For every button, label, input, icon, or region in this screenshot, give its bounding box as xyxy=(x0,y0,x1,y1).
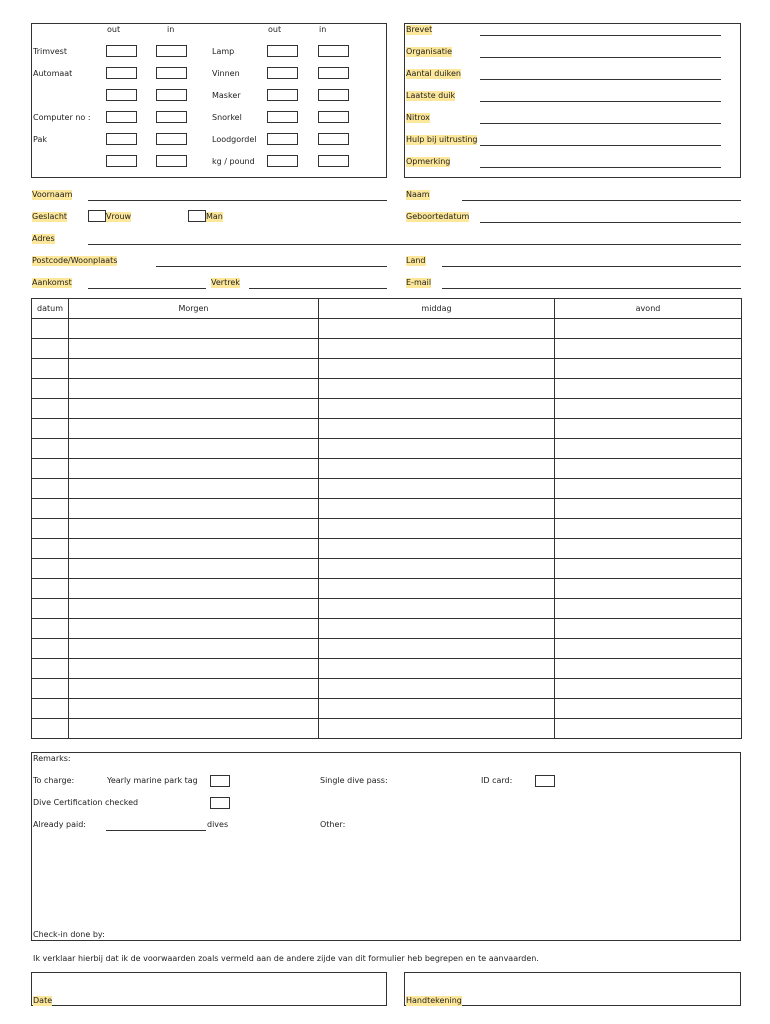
date-box[interactable] xyxy=(31,972,387,1006)
geboortedatum-field[interactable] xyxy=(480,212,741,223)
label-check-in: Check-in done by: xyxy=(33,930,105,939)
vertrek-field[interactable] xyxy=(249,278,387,289)
table-body xyxy=(32,319,742,739)
label-marine-park-tag: Yearly marine park tag xyxy=(107,776,198,785)
remarks-title: Remarks: xyxy=(33,754,71,763)
checkbox-kg-out[interactable] xyxy=(267,155,298,167)
label-man: Man xyxy=(206,212,223,221)
checkbox-id-card[interactable] xyxy=(535,775,555,787)
checkbox-automaat-out[interactable] xyxy=(106,67,137,79)
cell-datum[interactable] xyxy=(32,499,69,519)
checkbox-dive-certification[interactable] xyxy=(210,797,230,809)
cell-avond[interactable] xyxy=(555,379,742,399)
cell-datum[interactable] xyxy=(32,399,69,419)
cell-middag[interactable] xyxy=(319,339,555,359)
table-row xyxy=(32,399,742,419)
cell-middag[interactable] xyxy=(319,639,555,659)
cell-avond[interactable] xyxy=(555,579,742,599)
cell-datum[interactable] xyxy=(32,519,69,539)
cell-datum[interactable] xyxy=(32,539,69,559)
label-signature: Handtekening xyxy=(406,996,462,1005)
cell-avond[interactable] xyxy=(555,519,742,539)
cell-middag[interactable] xyxy=(319,679,555,699)
cell-morgen[interactable] xyxy=(69,479,319,499)
cell-morgen[interactable] xyxy=(69,599,319,619)
checkbox-pak-out[interactable] xyxy=(106,133,137,145)
header-avond: avond xyxy=(555,299,742,319)
nitrox-field[interactable] xyxy=(480,113,721,124)
label-organisatie: Organisatie xyxy=(406,47,453,56)
brevet-field[interactable] xyxy=(480,25,721,36)
cell-morgen[interactable] xyxy=(69,559,319,579)
table-row xyxy=(32,479,742,499)
cell-morgen[interactable] xyxy=(69,499,319,519)
cell-middag[interactable] xyxy=(319,599,555,619)
item-computer: Computer no : xyxy=(33,113,91,122)
label-other: Other: xyxy=(320,820,346,829)
dive-log-table xyxy=(31,298,742,739)
label-nitrox: Nitrox xyxy=(406,113,430,122)
cell-morgen[interactable] xyxy=(69,679,319,699)
cell-morgen[interactable] xyxy=(69,519,319,539)
checkbox-computer-out[interactable] xyxy=(106,111,137,123)
table-row xyxy=(32,539,742,559)
cell-middag[interactable] xyxy=(319,559,555,579)
cell-datum[interactable] xyxy=(32,579,69,599)
cell-datum[interactable] xyxy=(32,459,69,479)
cell-datum[interactable] xyxy=(32,619,69,639)
cell-datum[interactable] xyxy=(32,699,69,719)
cell-middag[interactable] xyxy=(319,499,555,519)
aankomst-field[interactable] xyxy=(88,278,206,289)
cell-datum[interactable] xyxy=(32,559,69,579)
cell-avond[interactable] xyxy=(555,359,742,379)
cell-middag[interactable] xyxy=(319,519,555,539)
opmerking-field[interactable] xyxy=(480,157,721,168)
col-out-left: out xyxy=(107,25,121,34)
label-aantal-duiken: Aantal duiken xyxy=(406,69,461,78)
cell-middag[interactable] xyxy=(319,619,555,639)
label-laatste-duik: Laatste duik xyxy=(406,91,456,100)
label-already-paid: Already paid: xyxy=(33,820,86,829)
table-row xyxy=(32,379,742,399)
label-single-dive-pass: Single dive pass: xyxy=(320,776,388,785)
cell-avond[interactable] xyxy=(555,619,742,639)
checkbox-lamp-out[interactable] xyxy=(267,45,298,57)
cell-datum[interactable] xyxy=(32,379,69,399)
table-header-row xyxy=(32,299,742,319)
checkbox-trimvest-out[interactable] xyxy=(106,45,137,57)
label-geslacht: Geslacht xyxy=(32,212,68,221)
header-middag: middag xyxy=(319,299,555,319)
email-field[interactable] xyxy=(442,278,741,289)
cell-avond[interactable] xyxy=(555,479,742,499)
checkbox-vinnen-out[interactable] xyxy=(267,67,298,79)
cell-middag[interactable] xyxy=(319,319,555,339)
checkbox-row3-in[interactable] xyxy=(156,89,187,101)
table-row xyxy=(32,639,742,659)
checkbox-snorkel-in[interactable] xyxy=(318,111,349,123)
cell-morgen[interactable] xyxy=(69,619,319,639)
voornaam-field[interactable] xyxy=(88,190,387,201)
cell-morgen[interactable] xyxy=(69,319,319,339)
cell-datum[interactable] xyxy=(32,719,69,739)
already-paid-field[interactable] xyxy=(106,820,206,831)
checkbox-masker-in[interactable] xyxy=(318,89,349,101)
cell-middag[interactable] xyxy=(319,419,555,439)
checkbox-marine-park-tag[interactable] xyxy=(210,775,230,787)
cell-avond[interactable] xyxy=(555,639,742,659)
cell-middag[interactable] xyxy=(319,359,555,379)
item-trimvest: Trimvest xyxy=(33,47,67,56)
adres-field[interactable] xyxy=(88,234,741,245)
cell-morgen[interactable] xyxy=(69,399,319,419)
cell-datum[interactable] xyxy=(32,599,69,619)
table-row xyxy=(32,659,742,679)
cell-morgen[interactable] xyxy=(69,719,319,739)
cell-avond[interactable] xyxy=(555,659,742,679)
table-row xyxy=(32,499,742,519)
table-row xyxy=(32,599,742,619)
checkbox-loodgordel-in[interactable] xyxy=(318,133,349,145)
declaration-text: Ik verklaar hierbij dat ik de voorwaarden zoals vermeld aan de andere zijde van dit formulier heb begrepen en te aanvaarden. xyxy=(33,954,539,963)
cell-avond[interactable] xyxy=(555,699,742,719)
checkbox-vrouw[interactable] xyxy=(88,210,106,222)
cell-morgen[interactable] xyxy=(69,539,319,559)
col-in-left: in xyxy=(167,25,175,34)
label-postcode: Postcode/Woonplaats xyxy=(32,256,118,265)
item-snorkel: Snorkel xyxy=(212,113,242,122)
cell-middag[interactable] xyxy=(319,719,555,739)
checkbox-vinnen-in[interactable] xyxy=(318,67,349,79)
cell-avond[interactable] xyxy=(555,339,742,359)
aantal-duiken-field[interactable] xyxy=(480,69,721,80)
item-lamp: Lamp xyxy=(212,47,235,56)
label-dive-certification: Dive Certification checked xyxy=(33,798,139,807)
checkbox-snorkel-out[interactable] xyxy=(267,111,298,123)
cell-datum[interactable] xyxy=(32,659,69,679)
item-vinnen: Vinnen xyxy=(212,69,240,78)
label-date: Date xyxy=(33,996,53,1005)
checkbox-row6-out[interactable] xyxy=(106,155,137,167)
table-row xyxy=(32,319,742,339)
cell-middag[interactable] xyxy=(319,539,555,559)
cell-morgen[interactable] xyxy=(69,379,319,399)
land-field[interactable] xyxy=(442,256,741,267)
cell-avond[interactable] xyxy=(555,319,742,339)
laatste-duik-field[interactable] xyxy=(480,91,721,102)
cell-morgen[interactable] xyxy=(69,359,319,379)
cell-middag[interactable] xyxy=(319,579,555,599)
label-vrouw: Vrouw xyxy=(106,212,132,221)
item-automaat: Automaat xyxy=(33,69,73,78)
table-row xyxy=(32,579,742,599)
table-row xyxy=(32,679,742,699)
checkbox-computer-in[interactable] xyxy=(156,111,187,123)
cell-middag[interactable] xyxy=(319,379,555,399)
cell-avond[interactable] xyxy=(555,459,742,479)
label-vertrek: Vertrek xyxy=(211,278,240,287)
label-to-charge: To charge: xyxy=(33,776,75,785)
cell-middag[interactable] xyxy=(319,479,555,499)
label-email: E-mail xyxy=(406,278,432,287)
item-pak: Pak xyxy=(33,135,47,144)
checkbox-lamp-in[interactable] xyxy=(318,45,349,57)
cell-datum[interactable] xyxy=(32,359,69,379)
cell-morgen[interactable] xyxy=(69,339,319,359)
table-row xyxy=(32,339,742,359)
checkbox-automaat-in[interactable] xyxy=(156,67,187,79)
table-row xyxy=(32,559,742,579)
cell-avond[interactable] xyxy=(555,399,742,419)
checkbox-pak-in[interactable] xyxy=(156,133,187,145)
organisatie-field[interactable] xyxy=(480,47,721,58)
cell-morgen[interactable] xyxy=(69,659,319,679)
table-row xyxy=(32,439,742,459)
item-kg-pound: kg / pound xyxy=(212,157,255,166)
cell-datum[interactable] xyxy=(32,319,69,339)
table-row xyxy=(32,519,742,539)
header-datum: datum xyxy=(32,299,69,319)
checkbox-kg-in[interactable] xyxy=(318,155,349,167)
table-row xyxy=(32,619,742,639)
checkbox-trimvest-in[interactable] xyxy=(156,45,187,57)
cell-avond[interactable] xyxy=(555,599,742,619)
label-aankomst: Aankomst xyxy=(32,278,72,287)
header-morgen: Morgen xyxy=(69,299,319,319)
table-row xyxy=(32,359,742,379)
cell-avond[interactable] xyxy=(555,419,742,439)
table-row xyxy=(32,719,742,739)
label-brevet: Brevet xyxy=(406,25,433,34)
cell-morgen[interactable] xyxy=(69,699,319,719)
cell-morgen[interactable] xyxy=(69,639,319,659)
item-loodgordel: Loodgordel xyxy=(212,135,257,144)
checkbox-man[interactable] xyxy=(188,210,206,222)
label-adres: Adres xyxy=(32,234,55,243)
cell-avond[interactable] xyxy=(555,539,742,559)
cell-middag[interactable] xyxy=(319,459,555,479)
cell-morgen[interactable] xyxy=(69,459,319,479)
cell-morgen[interactable] xyxy=(69,419,319,439)
label-land: Land xyxy=(406,256,426,265)
cell-datum[interactable] xyxy=(32,419,69,439)
col-out-right: out xyxy=(268,25,282,34)
table-row xyxy=(32,459,742,479)
cell-middag[interactable] xyxy=(319,399,555,419)
table-row xyxy=(32,419,742,439)
cell-datum[interactable] xyxy=(32,479,69,499)
cell-avond[interactable] xyxy=(555,439,742,459)
cell-datum[interactable] xyxy=(32,339,69,359)
checkbox-masker-out[interactable] xyxy=(267,89,298,101)
cell-morgen[interactable] xyxy=(69,579,319,599)
cell-avond[interactable] xyxy=(555,719,742,739)
checkbox-row6-in[interactable] xyxy=(156,155,187,167)
cell-middag[interactable] xyxy=(319,699,555,719)
hulp-uitrusting-field[interactable] xyxy=(480,135,721,146)
naam-field[interactable] xyxy=(462,190,741,201)
cell-datum[interactable] xyxy=(32,679,69,699)
table-row xyxy=(32,699,742,719)
label-opmerking: Opmerking xyxy=(406,157,451,166)
item-masker: Masker xyxy=(212,91,241,100)
checkbox-row3-out[interactable] xyxy=(106,89,137,101)
label-geboortedatum: Geboortedatum xyxy=(406,212,470,221)
postcode-field[interactable] xyxy=(156,256,387,267)
checkbox-loodgordel-out[interactable] xyxy=(267,133,298,145)
cell-avond[interactable] xyxy=(555,499,742,519)
cell-datum[interactable] xyxy=(32,639,69,659)
cell-avond[interactable] xyxy=(555,679,742,699)
label-voornaam: Voornaam xyxy=(32,190,73,199)
cell-middag[interactable] xyxy=(319,659,555,679)
cell-middag[interactable] xyxy=(319,439,555,459)
label-dives: dives xyxy=(207,820,229,829)
label-id-card: ID card: xyxy=(481,776,513,785)
cell-avond[interactable] xyxy=(555,559,742,579)
cell-datum[interactable] xyxy=(32,439,69,459)
col-in-right: in xyxy=(319,25,327,34)
label-naam: Naam xyxy=(406,190,430,199)
cell-morgen[interactable] xyxy=(69,439,319,459)
label-hulp-uitrusting: Hulp bij uitrusting xyxy=(406,135,478,144)
